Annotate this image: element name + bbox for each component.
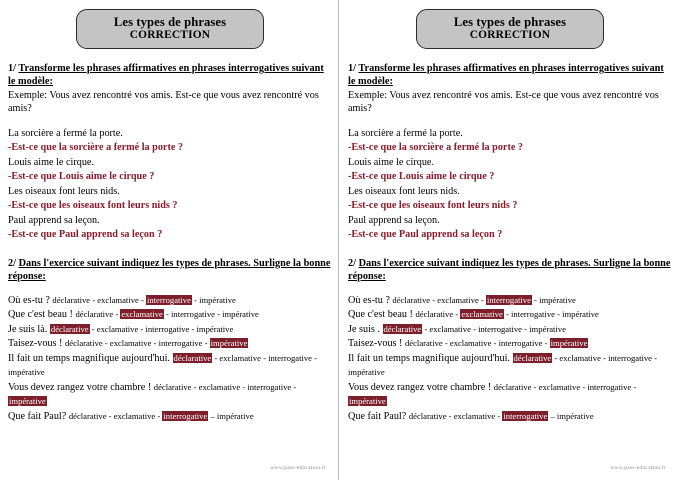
exercise-2-option[interactable]: impérative [529, 323, 566, 334]
exercise-2-question-line [348, 294, 672, 308]
exercise-1-prompt: Paul apprend sa leçon. [348, 214, 440, 226]
option-separator: - [542, 338, 550, 349]
option-separator: - [503, 309, 512, 320]
option-separator: - [191, 381, 199, 392]
exercise-2-option[interactable]: exclamative [109, 338, 152, 349]
exercise-2-question-line [8, 323, 332, 337]
exercise-2-option[interactable]: déclarative [68, 410, 107, 421]
worksheet-subtitle-right: CORRECTION [469, 29, 551, 42]
exercise-1-heading-text-left: Transforme les phrases affirmatives en phrases interrogatives suivant le modèle: [8, 62, 324, 88]
option-separator: - [631, 381, 637, 392]
exercise-1-prompt: Louis aime le cirque. [8, 156, 94, 168]
option-separator: - [214, 309, 223, 320]
exercise-1-prompt: Les oiseaux font leurs nids. [8, 185, 120, 197]
exercise-1-prompt: La sorcière a fermé la porte. [348, 127, 463, 139]
exercise-2-option[interactable]: interrogative [171, 309, 215, 320]
exercise-2-option[interactable]: exclamative [198, 381, 241, 392]
exercise-2-option-highlighted[interactable]: impérative [210, 338, 248, 349]
exercise-1-answer: -Est-ce que les oiseaux font leurs nids ? [348, 200, 518, 212]
exercise-2-option[interactable]: déclarative [405, 338, 443, 349]
exercise-2-option-highlighted[interactable]: interrogative [146, 294, 191, 305]
exercise-2-heading-right [348, 257, 672, 284]
worksheet-title-right: Les types de phrases [453, 15, 567, 29]
exercise-1-number-left: 1/ [8, 62, 17, 74]
exercise-1-answer: -Est-ce que Louis aime le cirque ? [348, 171, 495, 183]
exercise-1-answer: -Est-ce que la sorcière a fermé la porte ? [348, 142, 524, 154]
option-separator: - [495, 410, 503, 421]
exercise-2-option[interactable]: impérative [539, 294, 576, 305]
exercise-2-option[interactable]: interrogative [145, 323, 190, 334]
exercise-2-option-highlighted[interactable]: interrogative [163, 410, 208, 421]
exercise-1-example-right: Exemple: Vous avez rencontré vos amis. Est-ce que vous avez rencontré vos amis? [348, 90, 659, 114]
exercise-2-sentence: Taisez-vous ! [348, 338, 405, 350]
exercise-1-heading-text-right: Transforme les phrases affirmatives en phrases interrogatives suivant le modèle: [348, 62, 664, 88]
title-box-right [416, 9, 604, 49]
exercise-2-question-line [8, 410, 332, 424]
option-separator: - [151, 338, 159, 349]
exercise-1-number-right: 1/ [348, 62, 357, 74]
exercise-2-options [52, 295, 235, 305]
exercise-2-option-highlighted[interactable]: déclarative [513, 352, 552, 363]
exercise-2-options [50, 324, 233, 334]
exercise-2-option[interactable]: interrogative [268, 352, 312, 363]
option-separator: - [240, 381, 248, 392]
option-separator: - [163, 309, 172, 320]
exercise-1-prompt: Louis aime le cirque. [348, 156, 434, 168]
exercise-2-options [65, 338, 248, 348]
exercise-2-question-line [8, 308, 332, 322]
exercise-2-option[interactable]: déclarative [415, 309, 454, 320]
option-separator: - [554, 309, 563, 320]
exercise-1-prompt: Paul apprend sa leçon. [8, 214, 100, 226]
exercise-2-question-line [348, 410, 672, 424]
title-box-left [76, 9, 264, 49]
exercise-2-option[interactable]: interrogative [158, 338, 203, 349]
option-separator: - [202, 338, 210, 349]
option-separator: - [491, 338, 499, 349]
option-separator: - [212, 352, 220, 363]
exercise-2-question-line [348, 308, 672, 322]
exercise-2-options [69, 411, 254, 421]
exercise-2-option-highlighted[interactable]: déclarative [383, 323, 422, 334]
exercise-2-question-line [8, 294, 332, 308]
exercise-2-sentence: Où es-tu ? [8, 294, 53, 306]
exercise-2-option-highlighted[interactable]: impérative [550, 338, 588, 349]
exercise-2-option[interactable]: impérative [556, 410, 594, 421]
exercise-1-items-left [8, 127, 332, 243]
option-separator: - [422, 323, 430, 334]
exercise-2-options [392, 295, 575, 305]
exercise-2-option-highlighted[interactable]: interrogative [503, 410, 548, 421]
exercise-2-sentence: Que fait Paul? [8, 410, 69, 422]
option-separator: – [548, 410, 557, 421]
exercise-2-option[interactable]: impérative [216, 410, 254, 421]
right-column [340, 0, 680, 480]
exercise-2-options [415, 309, 598, 319]
option-separator: - [106, 410, 114, 421]
exercise-2-items-left [8, 294, 332, 424]
exercise-2-option[interactable]: exclamative [429, 323, 471, 334]
exercise-2-option[interactable]: déclarative [392, 294, 431, 305]
exercise-2-option-highlighted[interactable]: déclarative [50, 323, 89, 334]
option-separator: - [113, 309, 121, 320]
exercise-2-sentence: Où es-tu ? [348, 294, 393, 306]
option-separator: - [155, 410, 163, 421]
exercise-2-option[interactable]: exclamative [219, 352, 261, 363]
exercise-2-option[interactable]: exclamative [97, 294, 139, 305]
exercise-2-sentence: Que fait Paul? [348, 410, 409, 422]
exercise-2-sentence: Que c'est beau ! [8, 309, 76, 321]
option-separator: - [191, 294, 200, 305]
exercise-2-heading-text-left: Dans l'exercice suivant indiquez les types de phrases. Surligne la bonne réponse: [8, 257, 331, 283]
exercise-1-answer: -Est-ce que Louis aime le cirque ? [8, 171, 155, 183]
title-wrap-left [8, 0, 332, 49]
exercise-2-option[interactable]: déclarative [493, 381, 532, 392]
exercise-2-option[interactable]: interrogative [511, 309, 555, 320]
exercise-2-option[interactable]: exclamative [96, 323, 139, 334]
title-wrap-right [348, 0, 672, 49]
footer-url-right: www.pass-education.fr [610, 465, 666, 471]
exercise-2-option-highlighted[interactable]: exclamative [121, 309, 163, 320]
exercise-2-option-highlighted[interactable]: impérative [9, 396, 46, 407]
exercise-2-option-highlighted[interactable]: déclarative [173, 352, 212, 363]
exercise-2-sentence: Je suis . [348, 323, 383, 335]
option-separator: - [652, 352, 658, 363]
option-separator: - [442, 338, 450, 349]
option-separator: - [90, 294, 98, 305]
option-separator: - [478, 294, 486, 305]
exercise-2-sentence: Vous devez rangez votre chambre ! [348, 381, 494, 393]
exercise-2-sentence: Taisez-vous ! [8, 338, 65, 350]
exercise-1-left [8, 62, 332, 243]
option-separator: - [470, 323, 479, 334]
option-separator: - [453, 309, 461, 320]
exercise-2-options [75, 309, 258, 319]
exercise-2-option[interactable]: impérative [8, 367, 45, 378]
exercise-2-question-line [348, 381, 672, 410]
option-separator: - [89, 323, 97, 334]
exercise-2-option-highlighted[interactable]: exclamative [461, 309, 503, 320]
column-divider [338, 0, 339, 480]
exercise-1-prompt: La sorcière a fermé la porte. [8, 127, 123, 139]
footer-url-left: www.pass-education.fr [270, 465, 326, 471]
exercise-2-sentence: Il fait un temps magnifique aujourd'hui. [348, 352, 513, 364]
worksheet-subtitle-left: CORRECTION [129, 29, 211, 42]
option-separator: - [430, 294, 438, 305]
option-separator: - [189, 323, 197, 334]
exercise-2-option[interactable]: impérative [348, 367, 385, 378]
exercise-2-option[interactable]: exclamative [538, 381, 581, 392]
exercise-2-options [383, 324, 566, 334]
exercise-2-option-highlighted[interactable]: interrogative [486, 294, 531, 305]
exercise-2-sentence: Que c'est beau ! [348, 309, 416, 321]
option-separator: - [552, 352, 560, 363]
exercise-2-option[interactable]: exclamative [453, 410, 496, 421]
exercise-2-option[interactable]: exclamative [437, 294, 479, 305]
exercise-2-option[interactable]: déclarative [408, 410, 447, 421]
exercise-2-options [405, 338, 588, 348]
option-separator: - [102, 338, 110, 349]
exercise-2-option[interactable]: déclarative [153, 381, 192, 392]
exercise-2-question-line [348, 323, 672, 337]
exercise-2-heading-text-right: Dans l'exercice suivant indiquez les types de phrases. Surligne la bonne réponse: [348, 257, 671, 283]
option-separator: - [580, 381, 588, 392]
exercise-2-question-line [8, 352, 332, 381]
exercise-2-question-line [8, 381, 332, 410]
option-separator: - [138, 323, 146, 334]
option-separator: - [531, 294, 540, 305]
option-separator: - [531, 381, 539, 392]
exercise-2-option[interactable]: déclarative [52, 294, 91, 305]
exercise-1-answer: -Est-ce que la sorcière a fermé la porte ? [8, 142, 184, 154]
exercise-2-option[interactable]: exclamative [113, 410, 156, 421]
option-separator: – [208, 410, 217, 421]
exercise-2-option-highlighted[interactable]: impérative [349, 396, 386, 407]
option-separator: - [600, 352, 609, 363]
exercise-2-number-left: 2/ [8, 257, 17, 269]
exercise-2-option[interactable]: interrogative [478, 323, 522, 334]
option-separator: - [446, 410, 454, 421]
option-separator: - [291, 381, 297, 392]
option-separator: - [138, 294, 146, 305]
exercise-2-option[interactable]: interrogative [608, 352, 652, 363]
exercise-2-question-line [8, 337, 332, 351]
exercise-1-prompt: Les oiseaux font leurs nids. [348, 185, 460, 197]
exercise-2-items-right [348, 294, 672, 424]
exercise-2-sentence: Il fait un temps magnifique aujourd'hui. [8, 352, 173, 364]
exercise-1-items-right [348, 127, 672, 243]
exercise-2-option[interactable]: exclamative [449, 338, 492, 349]
exercise-2-option[interactable]: impérative [199, 294, 236, 305]
exercise-1-heading-right [348, 62, 672, 89]
exercise-2-option[interactable]: déclarative [65, 338, 103, 349]
exercise-1-example-left: Exemple: Vous avez rencontré vos amis. Est-ce que vous avez rencontré vos amis? [8, 90, 319, 114]
exercise-2-number-right: 2/ [348, 257, 357, 269]
exercise-2-sentence: Je suis là. [8, 323, 50, 335]
exercise-2-option[interactable]: impérative [562, 309, 599, 320]
exercise-2-option[interactable]: interrogative [587, 381, 632, 392]
exercise-2-option[interactable]: interrogative [247, 381, 292, 392]
option-separator: - [260, 352, 269, 363]
exercise-1-answer: -Est-ce que Paul apprend sa leçon ? [8, 229, 163, 241]
exercise-2-option[interactable]: déclarative [75, 309, 114, 320]
exercise-1-heading-left [8, 62, 332, 89]
option-separator: - [522, 323, 530, 334]
exercise-2-heading-left [8, 257, 332, 284]
exercise-2-question-line [348, 337, 672, 351]
exercise-1-answer: -Est-ce que les oiseaux font leurs nids ? [8, 200, 178, 212]
exercise-2-option[interactable]: exclamative [559, 352, 601, 363]
exercise-1-right [348, 62, 672, 243]
option-separator: - [312, 352, 318, 363]
exercise-2-right [348, 257, 672, 425]
exercise-2-options [409, 411, 594, 421]
exercise-2-question-line [348, 352, 672, 381]
exercise-2-left [8, 257, 332, 425]
exercise-1-answer: -Est-ce que Paul apprend sa leçon ? [348, 229, 503, 241]
exercise-2-option[interactable]: impérative [196, 323, 234, 334]
exercise-2-option[interactable]: impérative [222, 309, 259, 320]
worksheet-title-left: Les types de phrases [113, 15, 227, 29]
exercise-2-sentence: Vous devez rangez votre chambre ! [8, 381, 154, 393]
exercise-2-option[interactable]: interrogative [498, 338, 543, 349]
